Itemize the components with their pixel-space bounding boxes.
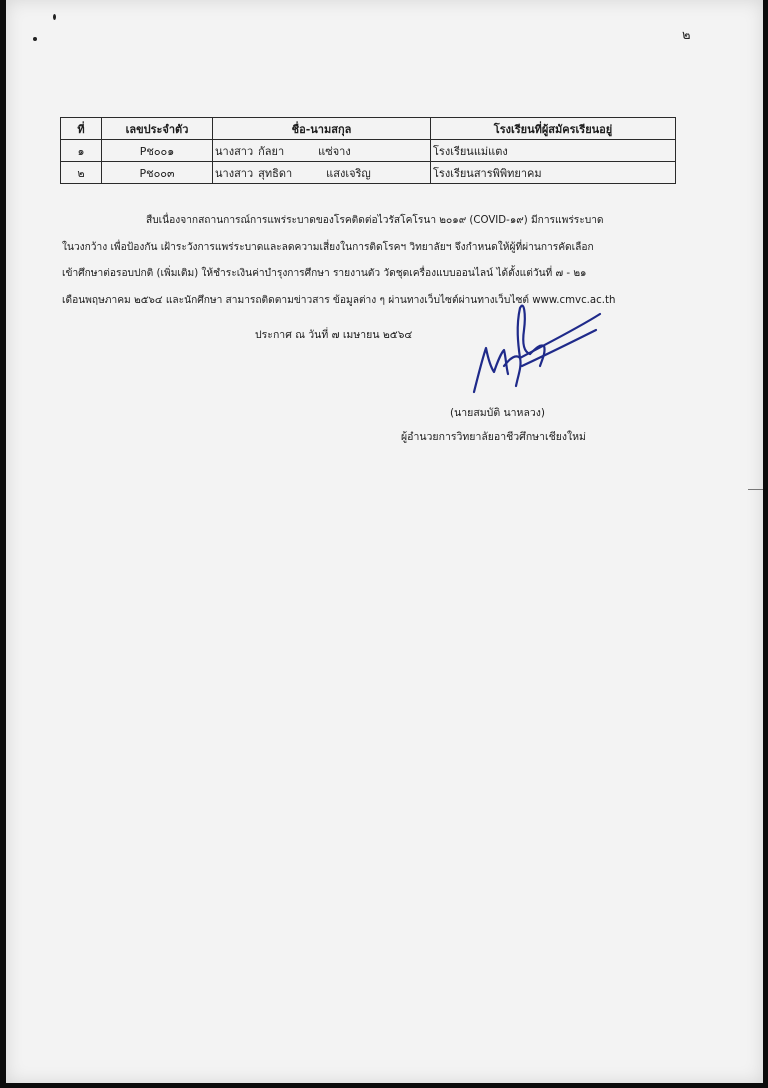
row-no: ๑: [61, 140, 102, 162]
scan-speck: [33, 37, 37, 41]
table-row: [61, 140, 676, 162]
row-school: โรงเรียนแม่แตง: [431, 140, 676, 162]
student-table: [60, 117, 676, 184]
body-line: ในวงกว้าง เพื่อป้องกัน เฝ้าระวังการแพร่ระบาดและลดความเสี่ยงในการติดโรคฯ วิทยาลัยฯ จึงกำหนดให้ผู้ที่ผ่านการคัดเลือก: [62, 241, 594, 253]
last-name: แสงเจริญ: [326, 166, 371, 180]
body-line: เข้าศึกษาต่อรอบปกติ (เพิ่มเติม) ให้ชำระเงินค่าบำรุงการศึกษา รายงานตัว วัดชุดเครื่องแบบออนไลน์ ได้ตั้งแต่วันที่ ๗ - ๒๑: [62, 268, 587, 279]
scan-edge-mark: [748, 489, 763, 490]
announcement-date: ประกาศ ณ วันที่ ๗ เมษายน ๒๕๖๔: [255, 329, 413, 341]
body-line: สืบเนื่องจากสถานการณ์การแพร่ระบาดของโรคติดต่อไวรัสโคโรนา ๒๐๑๙ (COVID-๑๙) มีการแพร่ระบาด: [146, 215, 604, 226]
scan-speck: [53, 14, 56, 20]
name-prefix: นางสาว: [215, 166, 254, 180]
body-line: เดือนพฤษภาคม ๒๕๖๔ และนักศึกษา สามารถติดตามข่าวสาร ข้อมูลต่าง ๆ ผ่านทางเว็บไซต์ผ่านทางเว็บไซต์ www.cmvc.ac.th: [62, 294, 616, 306]
header-school: โรงเรียนที่ผู้สมัครเรียนอยู่: [431, 118, 676, 140]
signature-image: [460, 296, 610, 400]
first-name: สุทธิดา: [258, 166, 293, 180]
signatory-name: (นายสมบัติ นาหลวง): [450, 407, 546, 419]
row-no: ๒: [61, 162, 102, 184]
row-name: [213, 140, 431, 162]
header-id: เลขประจำตัว: [102, 118, 213, 140]
first-name: กัลยา: [258, 144, 285, 158]
header-no: ที่: [61, 118, 102, 140]
page-number: ๒: [682, 28, 691, 43]
table-header-row: [61, 118, 676, 140]
signatory-title: ผู้อำนวยการวิทยาลัยอาชีวศึกษาเชียงใหม่: [401, 431, 586, 443]
name-prefix: นางสาว: [215, 144, 254, 158]
last-name: แซ่จาง: [318, 144, 351, 158]
row-id: Pช๐๐๓: [102, 162, 213, 184]
row-id: Pช๐๐๑: [102, 140, 213, 162]
row-name: [213, 162, 431, 184]
header-name: ชื่อ-นามสกุล: [213, 118, 431, 140]
table-row: [61, 162, 676, 184]
row-school: โรงเรียนสารพิพิทยาคม: [431, 162, 676, 184]
